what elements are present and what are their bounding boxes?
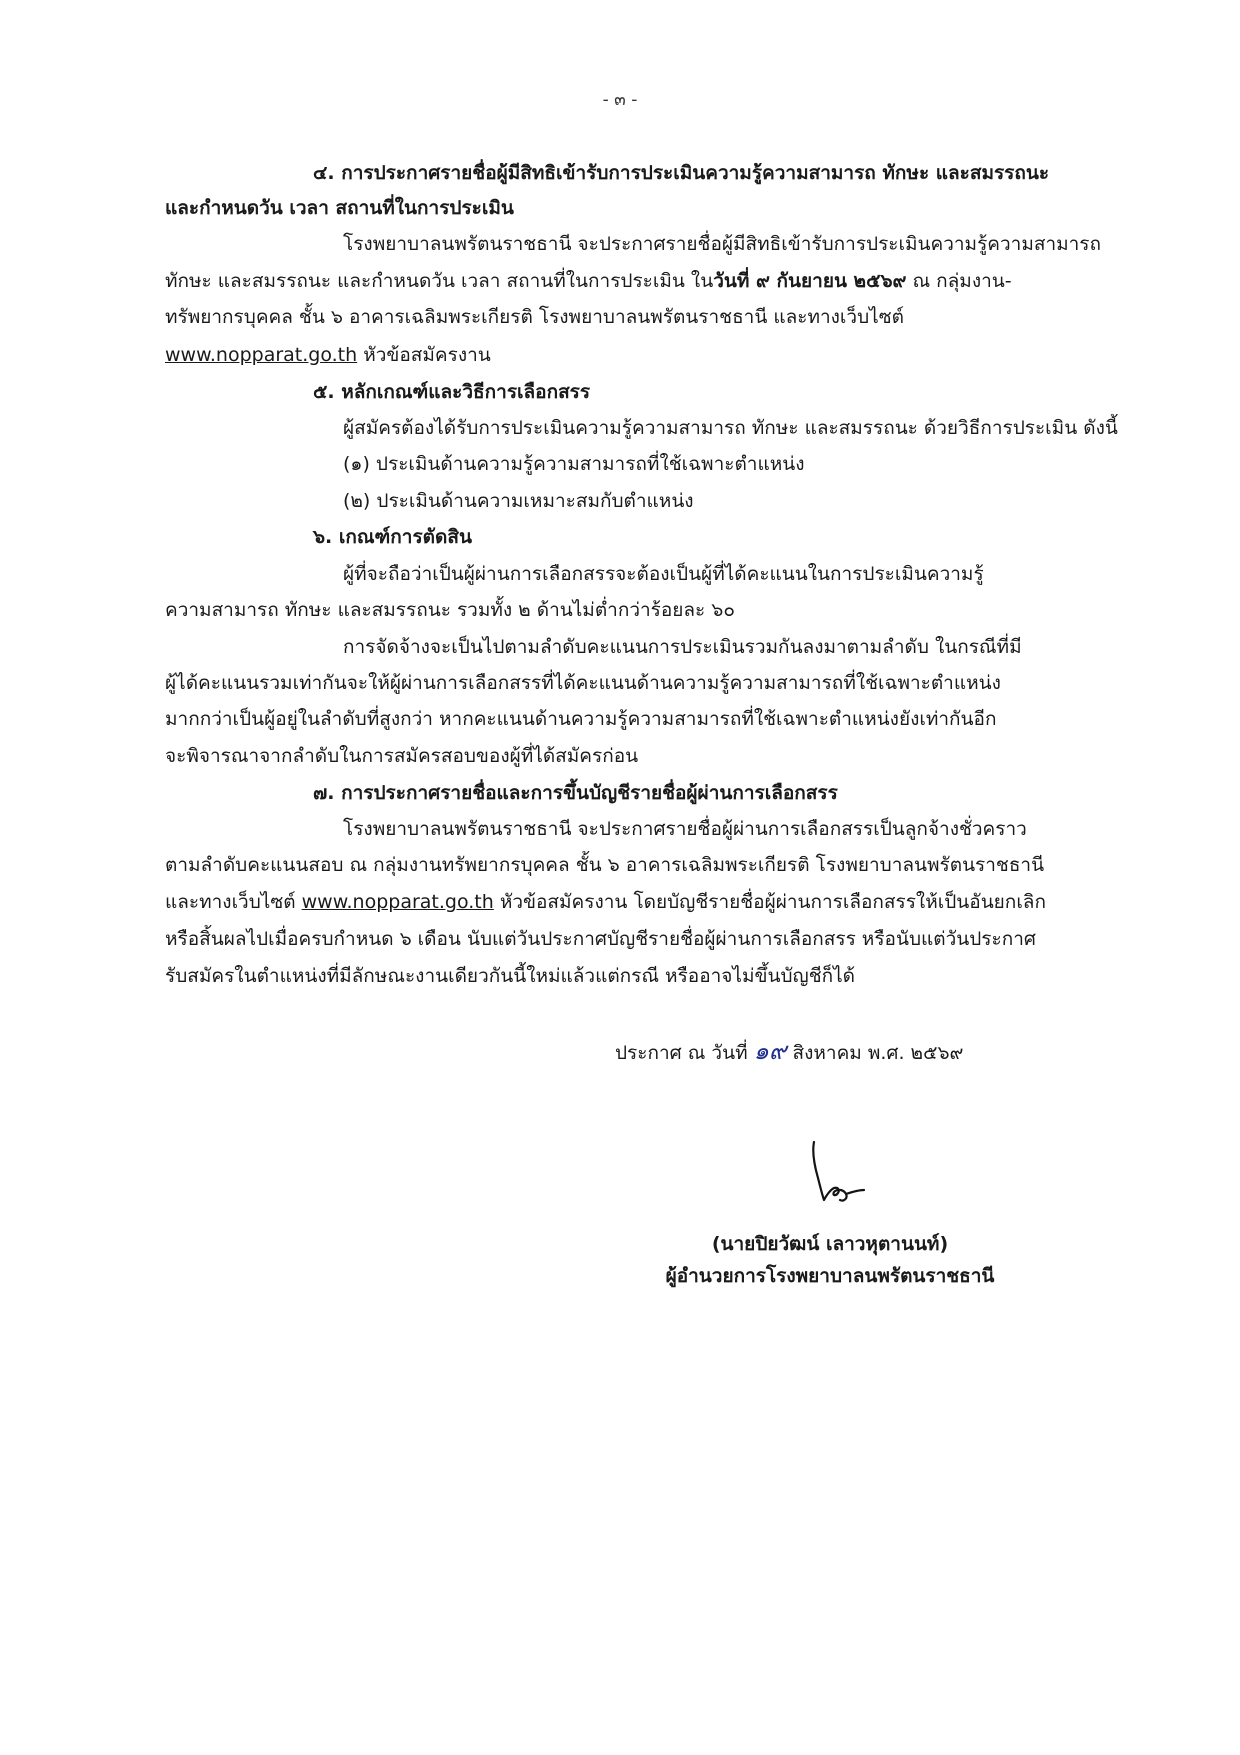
section7-paragraph-line2: ตามลำดับคะแนนสอบ ณ กลุ่มงานทรัพยากรบุคคล ชั้น ๖ อาคารเฉลิมพระเกียรติ โรงพยาบาลนพรัตนราชธานี: [165, 854, 1045, 876]
signatory-name: (นายปิยวัฒน์ เลาวหุตานนท์): [711, 1233, 949, 1255]
section6-paragraph-line2: ความสามารถ ทักษะ และสมรรถนะ รวมทั้ง ๒ ด้านไม่ต่ำกว่าร้อยละ ๖๐: [165, 599, 735, 621]
section6-paragraph-line6: จะพิจารณาจากลำดับในการสมัครสอบของผู้ที่ได้สมัครก่อน: [165, 745, 639, 767]
section7-p3-text-a: และทางเว็บไซต์: [165, 891, 302, 913]
section6-paragraph-line3: การจัดจ้างจะเป็นไปตามลำดับคะแนนการประเมินรวมกันลงมาตามลำดับ ในกรณีที่มี: [343, 636, 1022, 658]
section7-paragraph-line3: [165, 889, 1046, 915]
page-number: - ๓ -: [602, 90, 638, 110]
signature-mark: [800, 1138, 870, 1208]
website-link[interactable]: www.nopparat.go.th: [165, 344, 358, 366]
section7-p3-text-b: หัวข้อสมัครงาน โดยบัญชีรายชื่อผู้ผ่านการเลือกสรรให้เป็นอันยกเลิก: [493, 891, 1046, 913]
website-link-2[interactable]: www.nopparat.go.th: [301, 891, 494, 913]
announcement-prefix: ประกาศ ณ วันที่: [615, 1042, 748, 1064]
section5-heading: ๕. หลักเกณฑ์และวิธีการเลือกสรร: [313, 381, 591, 403]
section6-paragraph-line1: ผู้ที่จะถือว่าเป็นผู้ผ่านการเลือกสรรจะต้องเป็นผู้ที่ได้คะแนนในการประเมินความรู้: [343, 563, 984, 585]
section4-p4-text: หัวข้อสมัครงาน: [357, 344, 491, 366]
section5-item-1: (๑) ประเมินด้านความรู้ความสามารถที่ใช้เฉพาะตำแหน่ง: [343, 453, 805, 475]
handwritten-day: ๑๙: [753, 1037, 787, 1065]
section6-paragraph-line5: มากกว่าเป็นผู้อยู่ในลำดับที่สูงกว่า หากคะแนนด้านความรู้ความสามารถที่ใช้เฉพาะตำแหน่งยังเท่ากันอีก: [165, 708, 997, 730]
section7-paragraph-line4: หรือสิ้นผลไปเมื่อครบกำหนด ๖ เดือน นับแต่วันประกาศบัญชีรายชื่อผู้ผ่านการเลือกสรร หรือนับแต่วันประกาศ: [165, 928, 1036, 950]
section4-heading-line2: และกำหนดวัน เวลา สถานที่ในการประเมิน: [165, 197, 514, 219]
section4-paragraph-line2: [165, 268, 1012, 294]
section6-paragraph-line4: ผู้ได้คะแนนรวมเท่ากันจะให้ผู้ผ่านการเลือกสรรที่ได้คะแนนด้านความรู้ความสามารถที่ใช้เฉพาะตำแหน่ง: [165, 672, 1001, 694]
section7-heading: ๗. การประกาศรายชื่อและการขึ้นบัญชีรายชื่อผู้ผ่านการเลือกสรร: [313, 782, 838, 804]
announcement-suffix: สิงหาคม พ.ศ. ๒๕๖๙: [792, 1042, 964, 1064]
section7-paragraph-line5: รับสมัครในตำแหน่งที่มีลักษณะงานเดียวกันนี้ใหม่แล้วแต่กรณี หรืออาจไม่ขึ้นบัญชีก็ได้: [165, 965, 856, 987]
announcement-date: [615, 1038, 963, 1066]
section5-item-2: (๒) ประเมินด้านความเหมาะสมกับตำแหน่ง: [343, 490, 694, 512]
signatory-title: ผู้อำนวยการโรงพยาบาลนพรัตนราชธานี: [665, 1265, 995, 1287]
section4-heading-line1: ๔. การประกาศรายชื่อผู้มีสิทธิเข้ารับการประเมินความรู้ความสามารถ ทักษะ และสมรรถนะ: [313, 162, 1050, 184]
section5-paragraph: ผู้สมัครต้องได้รับการประเมินความรู้ความสามารถ ทักษะ และสมรรถนะ ด้วยวิธีการประเมิน ดังนี้: [343, 417, 1118, 439]
section4-p2-text-b: ณ กลุ่มงาน-: [906, 270, 1012, 292]
section7-paragraph-line1: โรงพยาบาลนพรัตนราชธานี จะประกาศรายชื่อผู้ผ่านการเลือกสรรเป็นลูกจ้างชั่วคราว: [343, 818, 1027, 840]
section6-heading: ๖. เกณฑ์การตัดสิน: [313, 526, 472, 548]
section4-paragraph-line4: [165, 342, 491, 368]
section4-p2-text-a: ทักษะ และสมรรถนะ และกำหนดวัน เวลา สถานที่ในการประเมิน ใน: [165, 270, 714, 292]
section4-paragraph-line3: ทรัพยากรบุคคล ชั้น ๖ อาคารเฉลิมพระเกียรติ โรงพยาบาลนพรัตนราชธานี และทางเว็บไซต์: [165, 306, 904, 328]
signatory-block: [660, 1228, 1000, 1292]
section4-paragraph-line1: โรงพยาบาลนพรัตนราชธานี จะประกาศรายชื่อผู้มีสิทธิเข้ารับการประเมินความรู้ความสามารถ: [343, 233, 1102, 255]
assessment-date: วันที่ ๙ กันยายน ๒๕๖๙: [713, 270, 907, 292]
